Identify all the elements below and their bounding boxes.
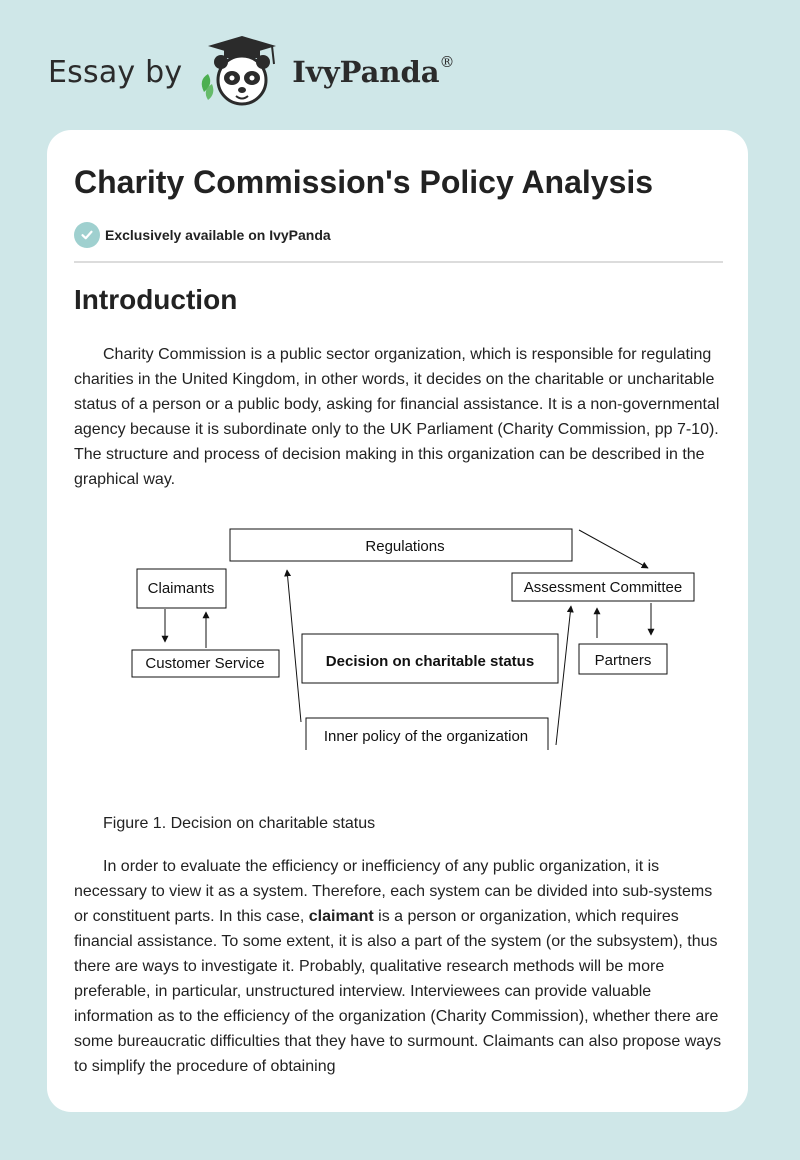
exclusive-badge bbox=[74, 222, 331, 248]
paragraph-system: In order to evaluate the efficiency or inefficiency of any public organization, it is necessary to view it as a system. Therefore, each system can be divided into sub-systems or constituent parts. In this case, claimant is a person or organization, which requires financial assistance. To some extent, it is also a part of the system (or the subsystem), thus there are ways to investigate it. Probably, qualitative research methods will be more preferable, in particular, unstructured interview. Interviewees can provide valuable information as to the efficiency of the organization (Charity Commission), whether there are some bureaucratic difficulties that they have to surmount. Claimants can also propose ways to simplify the procedure of obtaining bbox=[74, 858, 722, 1075]
arrow-inner-to-regulations bbox=[287, 570, 301, 722]
inner-policy-label: Inner policy of the organization bbox=[323, 728, 529, 745]
check-icon bbox=[74, 222, 100, 248]
badge-text: Exclusively available on IvyPanda bbox=[105, 227, 331, 243]
section-heading: Introduction bbox=[74, 284, 238, 315]
claimant-term: claimant bbox=[308, 908, 374, 925]
brand-name: IvyPanda® bbox=[292, 53, 455, 89]
divider bbox=[74, 261, 723, 263]
panda-logo-icon bbox=[194, 34, 290, 110]
brand-header bbox=[48, 34, 455, 110]
claimants-label: Claimants bbox=[147, 580, 215, 597]
assessment-committee-label: Assessment Committee bbox=[523, 579, 683, 596]
decision-label: Decision on charitable status bbox=[325, 653, 535, 670]
partners-label: Partners bbox=[594, 652, 652, 669]
brand-prefix: Essay by bbox=[48, 54, 183, 90]
paragraph-intro: Charity Commission is a public sector organization, which is responsible for regulating charities in the United Kingdom, in other words, it decides on the charitable or uncharitable status of a person or a public body, asking for financial assistance. It is a non-governmental agency because it is subordinate only to the UK Parliament (Charity Commission, pp 7-10). The structure and process of decision making in this organization can be described in the graphical way. bbox=[74, 346, 720, 488]
page-title: Charity Commission's Policy Analysis bbox=[74, 164, 654, 200]
customer-service-label: Customer Service bbox=[145, 655, 265, 672]
figure-caption: Figure 1. Decision on charitable status bbox=[103, 815, 376, 832]
decision-diagram bbox=[130, 526, 700, 756]
arrow-regulations-to-committee bbox=[579, 530, 648, 568]
regulations-label: Regulations bbox=[365, 538, 445, 555]
article-card bbox=[47, 130, 748, 1112]
